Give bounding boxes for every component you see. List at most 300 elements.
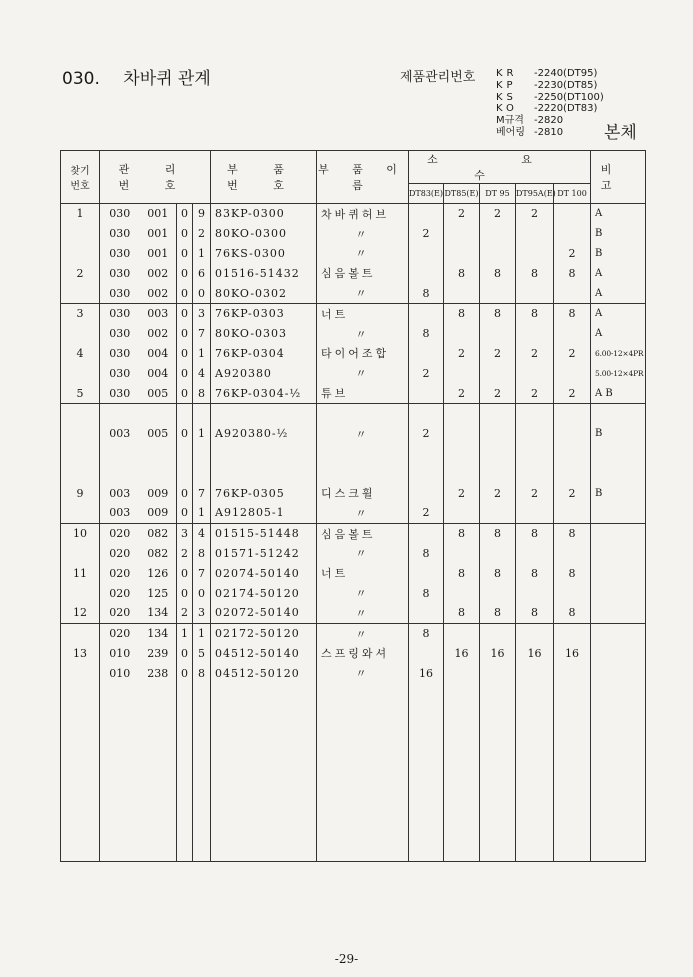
part-number-cell (211, 444, 317, 464)
qty-cell: 2 (554, 344, 591, 364)
find-number-cell (61, 324, 100, 344)
mgmt-no-cell: 082 (140, 544, 177, 564)
qty-cell (409, 303, 444, 323)
product-code-value: -2820 (534, 115, 564, 127)
table-row (61, 544, 646, 564)
qty-cell: 8 (480, 563, 516, 583)
part-number-cell: A920380 (211, 363, 317, 383)
mgmt-no-cell: 003 (140, 303, 177, 323)
qty-cell (444, 802, 480, 822)
qty-cell: 16 (444, 644, 480, 664)
qty-cell (444, 403, 480, 423)
qty-cell: 2 (480, 483, 516, 503)
mgmt-no-cell (177, 743, 193, 763)
remarks-cell (591, 743, 646, 763)
mgmt-no-cell (193, 683, 211, 703)
qty-cell (444, 762, 480, 782)
mgmt-no-cell: 126 (140, 563, 177, 583)
product-code-key: KR (496, 68, 518, 79)
remarks-cell: 6.00-12×4PR (591, 344, 646, 364)
find-number-cell (61, 663, 100, 683)
mgmt-no-cell: 0 (177, 644, 193, 664)
mgmt-no-cell: 0 (177, 563, 193, 583)
qty-cell: 8 (516, 263, 554, 283)
mgmt-no-cell: 5 (193, 644, 211, 664)
table-row (61, 644, 646, 664)
qty-cell: 8 (516, 563, 554, 583)
mgmt-no-cell (140, 842, 177, 862)
qty-cell: 8 (409, 583, 444, 603)
qty-cell: 2 (480, 204, 516, 224)
remarks-cell: B (591, 224, 646, 244)
table-row (61, 583, 646, 603)
mgmt-no-cell (140, 782, 177, 802)
mgmt-no-cell: 9 (193, 204, 211, 224)
qty-cell (516, 583, 554, 603)
part-number-cell: 02172-50120 (211, 623, 317, 643)
qty-cell: 8 (516, 603, 554, 623)
mgmt-no-cell: 3 (193, 303, 211, 323)
qty-cell (516, 444, 554, 464)
mgmt-no-cell (100, 463, 140, 483)
header-qty: 소 요 수 (409, 151, 591, 184)
qty-cell (480, 444, 516, 464)
mgmt-no-cell: 009 (140, 483, 177, 503)
remarks-cell (591, 523, 646, 543)
part-number-cell (211, 403, 317, 423)
header-part-no: 부 품 번 호 (211, 151, 317, 204)
parts-table-body (61, 204, 646, 862)
qty-cell (554, 324, 591, 344)
model-header: DT83(E) (409, 184, 444, 204)
qty-cell (444, 723, 480, 743)
part-name-cell: 〃 (317, 603, 409, 623)
mgmt-no-cell (140, 703, 177, 723)
qty-cell: 2 (480, 383, 516, 403)
part-number-cell (211, 802, 317, 822)
mgmt-no-cell: 3 (193, 603, 211, 623)
qty-cell (480, 723, 516, 743)
table-row (61, 743, 646, 763)
find-number-cell: 13 (61, 644, 100, 664)
mgmt-no-cell: 8 (193, 383, 211, 403)
mgmt-no-cell: 0 (177, 263, 193, 283)
qty-cell (409, 802, 444, 822)
mgmt-no-cell (177, 683, 193, 703)
table-row (61, 324, 646, 344)
part-name-cell: 차바퀴허브 (317, 204, 409, 224)
mgmt-no-cell: 238 (140, 663, 177, 683)
mgmt-no-cell: 1 (193, 244, 211, 264)
mgmt-no-cell: 001 (140, 204, 177, 224)
product-code-list (496, 68, 604, 139)
mgmt-no-cell: 0 (177, 224, 193, 244)
find-number-cell (61, 244, 100, 264)
product-number-label: 제품관리번호 (400, 70, 476, 85)
mgmt-no-cell: 001 (140, 224, 177, 244)
qty-cell (480, 663, 516, 683)
part-name-cell: 〃 (317, 583, 409, 603)
remarks-cell (591, 503, 646, 523)
mgmt-no-cell (100, 723, 140, 743)
qty-cell (480, 802, 516, 822)
mgmt-no-cell: 0 (177, 583, 193, 603)
mgmt-no-cell: 002 (140, 263, 177, 283)
part-name-cell: 〃 (317, 424, 409, 444)
product-code-row (496, 115, 604, 127)
product-code-key: KP (496, 79, 517, 91)
part-name-cell: 〃 (317, 623, 409, 643)
table-row (61, 703, 646, 723)
qty-cell (409, 483, 444, 503)
mgmt-no-cell: 7 (193, 563, 211, 583)
product-code-row (496, 68, 604, 80)
mgmt-no-cell: 0 (177, 303, 193, 323)
find-number-cell: 9 (61, 483, 100, 503)
qty-cell (554, 463, 591, 483)
part-name-cell: 심음볼트 (317, 263, 409, 283)
remarks-cell (591, 583, 646, 603)
qty-cell (409, 523, 444, 543)
header-mgmt-no: 관 리 번 호 (100, 151, 211, 204)
remarks-cell (591, 663, 646, 683)
qty-cell: 2 (516, 344, 554, 364)
qty-cell (444, 444, 480, 464)
table-row (61, 483, 646, 503)
qty-cell (516, 782, 554, 802)
mgmt-no-cell (193, 802, 211, 822)
table-row (61, 204, 646, 224)
table-row (61, 244, 646, 264)
find-number-cell: 11 (61, 563, 100, 583)
find-number-cell (61, 723, 100, 743)
qty-cell (554, 544, 591, 564)
section-number: 030. (62, 69, 100, 89)
part-name-cell (317, 403, 409, 423)
mgmt-no-cell (177, 703, 193, 723)
qty-cell (554, 363, 591, 383)
qty-cell (444, 544, 480, 564)
qty-cell (516, 762, 554, 782)
part-number-cell: 76KP-0305 (211, 483, 317, 503)
mgmt-no-cell (100, 683, 140, 703)
part-name-cell: 심음볼트 (317, 523, 409, 543)
part-number-cell: 83KP-0300 (211, 204, 317, 224)
remarks-cell (591, 603, 646, 623)
mgmt-no-cell (140, 743, 177, 763)
qty-cell: 16 (516, 644, 554, 664)
qty-cell: 16 (480, 644, 516, 664)
qty-cell: 8 (444, 263, 480, 283)
mgmt-no-cell: 005 (140, 424, 177, 444)
section-label: 본체 (604, 123, 637, 143)
mgmt-no-cell: 7 (193, 324, 211, 344)
mgmt-no-cell (177, 444, 193, 464)
part-name-cell: 〃 (317, 324, 409, 344)
qty-cell (516, 224, 554, 244)
mgmt-no-cell (193, 822, 211, 842)
mgmt-no-cell (193, 463, 211, 483)
mgmt-no-cell: 030 (100, 383, 140, 403)
mgmt-no-cell (100, 762, 140, 782)
remarks-cell (591, 563, 646, 583)
table-row (61, 663, 646, 683)
find-number-cell (61, 403, 100, 423)
mgmt-no-cell (177, 403, 193, 423)
qty-cell (516, 663, 554, 683)
part-name-cell: 〃 (317, 283, 409, 303)
qty-cell (444, 663, 480, 683)
part-number-cell: 80KO-0302 (211, 283, 317, 303)
qty-cell (516, 683, 554, 703)
mgmt-no-cell: 003 (100, 483, 140, 503)
remarks-cell (591, 623, 646, 643)
qty-cell (480, 363, 516, 383)
part-name-cell (317, 802, 409, 822)
find-number-cell: 1 (61, 204, 100, 224)
section-title: 차바퀴 관계 (123, 69, 211, 89)
mgmt-no-cell (140, 444, 177, 464)
part-name-cell (317, 444, 409, 464)
product-code-row (496, 127, 604, 139)
qty-cell: 8 (444, 603, 480, 623)
mgmt-no-cell (100, 444, 140, 464)
qty-cell: 2 (444, 344, 480, 364)
part-number-cell: 76KP-0304 (211, 344, 317, 364)
qty-cell: 2 (444, 204, 480, 224)
find-number-cell (61, 283, 100, 303)
part-name-cell (317, 782, 409, 802)
mgmt-no-cell: 0 (177, 324, 193, 344)
qty-cell (554, 444, 591, 464)
qty-cell (409, 762, 444, 782)
mgmt-no-cell (193, 782, 211, 802)
qty-cell: 8 (480, 263, 516, 283)
part-name-cell: 튜브 (317, 383, 409, 403)
qty-cell (444, 224, 480, 244)
remarks-cell (591, 544, 646, 564)
qty-cell (554, 842, 591, 862)
part-name-cell: 타이어조합 (317, 344, 409, 364)
table-row (61, 303, 646, 323)
qty-cell (516, 403, 554, 423)
header-remarks: 비 고 (591, 151, 646, 204)
mgmt-no-cell: 082 (140, 523, 177, 543)
qty-cell (480, 403, 516, 423)
qty-cell (516, 743, 554, 763)
part-number-cell (211, 743, 317, 763)
mgmt-no-cell (140, 762, 177, 782)
mgmt-no-cell (177, 762, 193, 782)
mgmt-no-cell: 0 (177, 344, 193, 364)
qty-cell: 16 (554, 644, 591, 664)
page-number: -29- (334, 952, 359, 966)
part-name-cell: 〃 (317, 503, 409, 523)
qty-cell (516, 363, 554, 383)
remarks-cell (591, 403, 646, 423)
part-name-cell: 너트 (317, 563, 409, 583)
mgmt-no-cell: 0 (177, 503, 193, 523)
find-number-cell: 5 (61, 383, 100, 403)
mgmt-no-cell: 020 (100, 544, 140, 564)
mgmt-no-cell: 030 (100, 224, 140, 244)
find-number-cell: 12 (61, 603, 100, 623)
qty-cell: 8 (554, 303, 591, 323)
qty-cell: 2 (444, 383, 480, 403)
qty-cell: 8 (480, 303, 516, 323)
part-number-cell (211, 463, 317, 483)
table-row (61, 503, 646, 523)
qty-cell (444, 842, 480, 862)
qty-cell (444, 623, 480, 643)
part-number-cell (211, 703, 317, 723)
mgmt-no-cell: 030 (100, 303, 140, 323)
qty-cell (444, 244, 480, 264)
mgmt-no-cell (177, 782, 193, 802)
part-number-cell (211, 842, 317, 862)
qty-cell (554, 224, 591, 244)
qty-cell (409, 403, 444, 423)
remarks-cell (591, 723, 646, 743)
remarks-cell (591, 644, 646, 664)
find-number-cell (61, 743, 100, 763)
qty-cell (554, 723, 591, 743)
qty-cell: 2 (516, 483, 554, 503)
table-row (61, 822, 646, 842)
find-number-cell (61, 424, 100, 444)
part-name-cell (317, 842, 409, 862)
mgmt-no-cell (177, 822, 193, 842)
find-number-cell (61, 703, 100, 723)
mgmt-no-cell: 020 (100, 563, 140, 583)
qty-cell (409, 842, 444, 862)
mgmt-no-cell (140, 683, 177, 703)
table-row (61, 842, 646, 862)
table-row (61, 444, 646, 464)
mgmt-no-cell (140, 822, 177, 842)
mgmt-no-cell: 0 (177, 204, 193, 224)
table-row (61, 623, 646, 643)
qty-cell: 8 (444, 523, 480, 543)
mgmt-no-cell: 003 (100, 503, 140, 523)
remarks-cell (591, 782, 646, 802)
mgmt-no-cell: 0 (193, 283, 211, 303)
qty-cell (480, 324, 516, 344)
table-row (61, 683, 646, 703)
table-row (61, 263, 646, 283)
qty-cell (409, 703, 444, 723)
remarks-cell (591, 822, 646, 842)
qty-cell (516, 822, 554, 842)
product-code-value: -2810 (534, 126, 564, 138)
part-number-cell: 02174-50120 (211, 583, 317, 603)
product-code-row (496, 103, 604, 115)
part-number-cell: 04512-50120 (211, 663, 317, 683)
mgmt-no-cell: 010 (100, 644, 140, 664)
find-number-cell (61, 782, 100, 802)
part-number-cell: 04512-50140 (211, 644, 317, 664)
qty-cell (480, 743, 516, 763)
qty-cell (480, 244, 516, 264)
qty-cell (409, 782, 444, 802)
qty-cell (409, 563, 444, 583)
table-row (61, 403, 646, 423)
part-number-cell: 02072-50140 (211, 603, 317, 623)
mgmt-no-cell: 001 (140, 244, 177, 264)
qty-cell (409, 444, 444, 464)
mgmt-no-cell: 030 (100, 363, 140, 383)
mgmt-no-cell: 020 (100, 603, 140, 623)
find-number-cell: 3 (61, 303, 100, 323)
mgmt-no-cell (140, 723, 177, 743)
part-name-cell: 〃 (317, 544, 409, 564)
qty-cell (444, 583, 480, 603)
qty-cell (409, 463, 444, 483)
qty-cell (516, 244, 554, 264)
product-code-value: -2240(DT95) (534, 68, 598, 79)
qty-cell (444, 683, 480, 703)
mgmt-no-cell: 134 (140, 623, 177, 643)
part-number-cell (211, 782, 317, 802)
mgmt-no-cell: 4 (193, 523, 211, 543)
qty-cell (444, 324, 480, 344)
mgmt-no-cell: 002 (140, 324, 177, 344)
part-name-cell: 〃 (317, 363, 409, 383)
remarks-cell: B (591, 424, 646, 444)
qty-cell (409, 344, 444, 364)
qty-cell (554, 683, 591, 703)
qty-cell (554, 623, 591, 643)
mgmt-no-cell (193, 842, 211, 862)
qty-cell (516, 503, 554, 523)
mgmt-no-cell (100, 403, 140, 423)
qty-cell (444, 503, 480, 523)
product-code-value: -2250(DT100) (534, 91, 604, 103)
qty-cell: 2 (444, 483, 480, 503)
part-number-cell: 80KO-0303 (211, 324, 317, 344)
part-name-cell: 〃 (317, 663, 409, 683)
qty-cell: 2 (409, 424, 444, 444)
qty-cell: 8 (409, 324, 444, 344)
qty-cell (409, 723, 444, 743)
remarks-cell: A B (591, 383, 646, 403)
part-number-cell (211, 723, 317, 743)
part-number-cell (211, 822, 317, 842)
qty-cell: 8 (554, 263, 591, 283)
remarks-cell: A (591, 324, 646, 344)
model-header: DT 95 (480, 184, 516, 204)
part-number-cell: 01515-51448 (211, 523, 317, 543)
mgmt-no-cell: 7 (193, 483, 211, 503)
mgmt-no-cell: 1 (193, 344, 211, 364)
remarks-cell: B (591, 483, 646, 503)
qty-cell (480, 224, 516, 244)
qty-cell: 2 (554, 244, 591, 264)
qty-cell (409, 204, 444, 224)
mgmt-no-cell (100, 802, 140, 822)
mgmt-no-cell: 004 (140, 363, 177, 383)
product-code-key: M규격 (496, 115, 524, 127)
mgmt-no-cell: 0 (177, 483, 193, 503)
find-number-cell (61, 802, 100, 822)
mgmt-no-cell: 3 (177, 523, 193, 543)
qty-cell (409, 644, 444, 664)
find-number-cell (61, 822, 100, 842)
mgmt-no-cell (140, 463, 177, 483)
qty-cell (554, 204, 591, 224)
mgmt-no-cell: 030 (100, 324, 140, 344)
qty-cell (480, 583, 516, 603)
